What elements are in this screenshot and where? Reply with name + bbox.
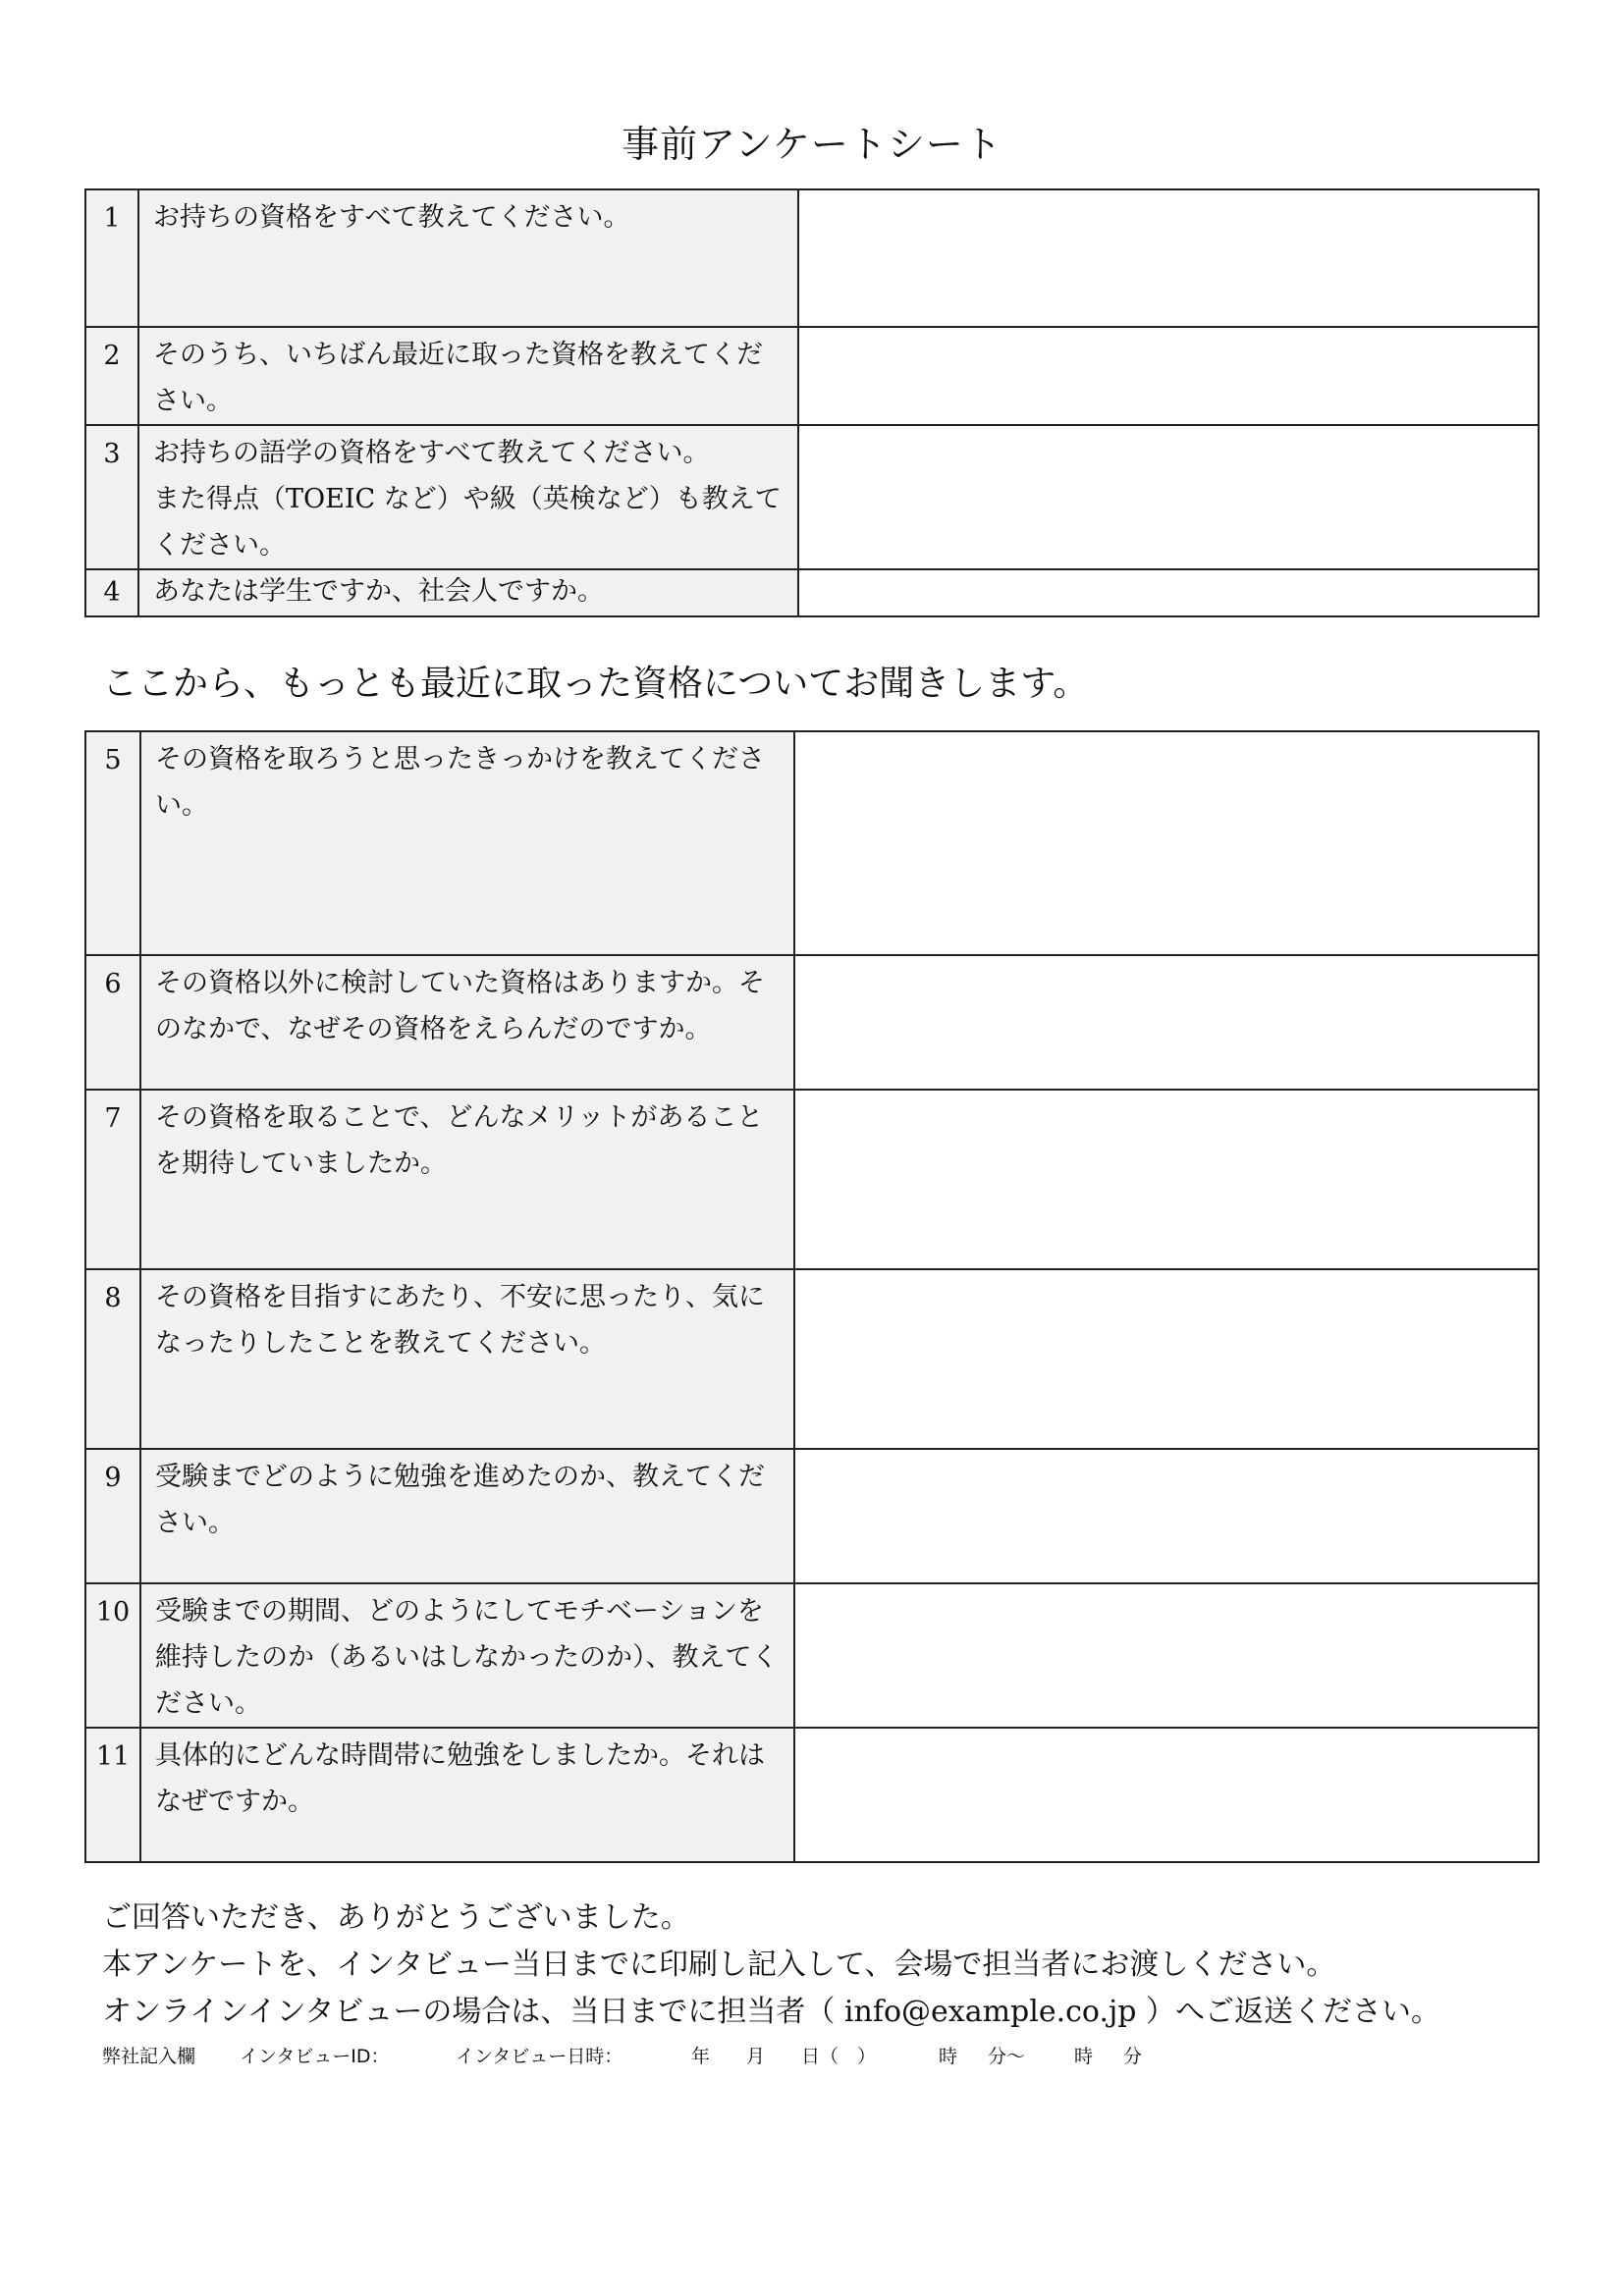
question-text: 受験までの期間、どのようにしてモチベーションを維持したのか（あるいはしなかったのか）、教えてください。	[140, 1583, 794, 1728]
question-number: 6	[85, 955, 140, 1090]
question-text: その資格を目指すにあたり、不安に思ったり、気になったりしたことを教えてください。	[140, 1269, 794, 1449]
question-number: 2	[85, 327, 138, 425]
interview-id-label: インタビューID：	[240, 2046, 390, 2067]
question-number: 1	[85, 189, 138, 327]
question-row-4	[85, 569, 1539, 616]
question-row-5	[85, 731, 1539, 955]
hour-to-label: 時	[1074, 2046, 1094, 2067]
answer-field-4[interactable]	[798, 569, 1539, 616]
answer-field-2[interactable]	[798, 327, 1539, 425]
answer-field-9[interactable]	[794, 1449, 1539, 1583]
question-number: 3	[85, 425, 138, 569]
question-number: 8	[85, 1269, 140, 1449]
answer-field-3[interactable]	[798, 425, 1539, 569]
thanks-text: ご回答いただき、ありがとうございました。	[102, 1900, 690, 1935]
month-label: 月	[746, 2046, 766, 2067]
question-row-8	[85, 1269, 1539, 1449]
question-row-2	[85, 327, 1539, 425]
question-text: その資格を取ろうと思ったきっかけを教えてください。	[140, 731, 794, 955]
question-text: そのうち、いちばん最近に取った資格を教えてください。	[138, 327, 798, 425]
answer-field-11[interactable]	[794, 1728, 1539, 1862]
question-text: その資格以外に検討していた資格はありますか。そのなかで、なぜその資格をえらんだのですか。	[140, 955, 794, 1090]
office-use-row	[102, 2044, 1142, 2069]
online-instruction-text: オンラインインタビューの場合は、当日までに担当者（ info@example.co.jp ）へご返送ください。	[102, 1995, 1441, 2029]
office-use-label: 弊社記入欄	[102, 2046, 196, 2067]
question-row-7	[85, 1090, 1539, 1269]
question-text: お持ちの語学の資格をすべて教えてください。 また得点（TOEIC など）や級（英検など）も教えてください。	[138, 425, 798, 569]
answer-field-10[interactable]	[794, 1583, 1539, 1728]
year-label: 年	[691, 2046, 711, 2067]
question-number: 7	[85, 1090, 140, 1269]
question-number: 9	[85, 1449, 140, 1583]
interview-datetime-label: インタビュー日時：	[456, 2046, 623, 2067]
questionnaire-table-recent	[84, 730, 1540, 1863]
minute-to-label: 分	[1123, 2046, 1143, 2067]
question-text: お持ちの資格をすべて教えてください。	[138, 189, 798, 327]
question-text-line2: また得点（TOEIC など）や級（英検など）も教えてください。	[153, 484, 782, 561]
question-row-11	[85, 1728, 1539, 1862]
question-row-1	[85, 189, 1539, 327]
answer-field-5[interactable]	[794, 731, 1539, 955]
question-text: 具体的にどんな時間帯に勉強をしましたか。それはなぜですか。	[140, 1728, 794, 1862]
answer-field-6[interactable]	[794, 955, 1539, 1090]
page-title: 事前アンケートシート	[622, 123, 1002, 166]
questionnaire-table-basic	[84, 188, 1540, 617]
question-text: 受験までどのように勉強を進めたのか、教えてください。	[140, 1449, 794, 1583]
question-row-10	[85, 1583, 1539, 1728]
minute-from-label: 分～	[988, 2046, 1026, 2067]
question-text: あなたは学生ですか、社会人ですか。	[138, 569, 798, 616]
day-label: 日（ ）	[801, 2046, 877, 2067]
answer-field-8[interactable]	[794, 1269, 1539, 1449]
question-number: 11	[85, 1728, 140, 1862]
question-number: 10	[85, 1583, 140, 1728]
question-text: その資格を取ることで、どんなメリットがあることを期待していましたか。	[140, 1090, 794, 1269]
section-heading: ここから、もっとも最近に取った資格についてお聞きします。	[102, 664, 1089, 704]
answer-field-7[interactable]	[794, 1090, 1539, 1269]
question-row-9	[85, 1449, 1539, 1583]
question-number: 4	[85, 569, 138, 616]
print-instruction-text: 本アンケートを、インタビュー当日までに印刷し記入して、会場で担当者にお渡しください。	[102, 1948, 1336, 1982]
question-row-6	[85, 955, 1539, 1090]
question-number: 5	[85, 731, 140, 955]
question-row-3	[85, 425, 1539, 569]
answer-field-1[interactable]	[798, 189, 1539, 327]
hour-from-label: 時	[939, 2046, 958, 2067]
